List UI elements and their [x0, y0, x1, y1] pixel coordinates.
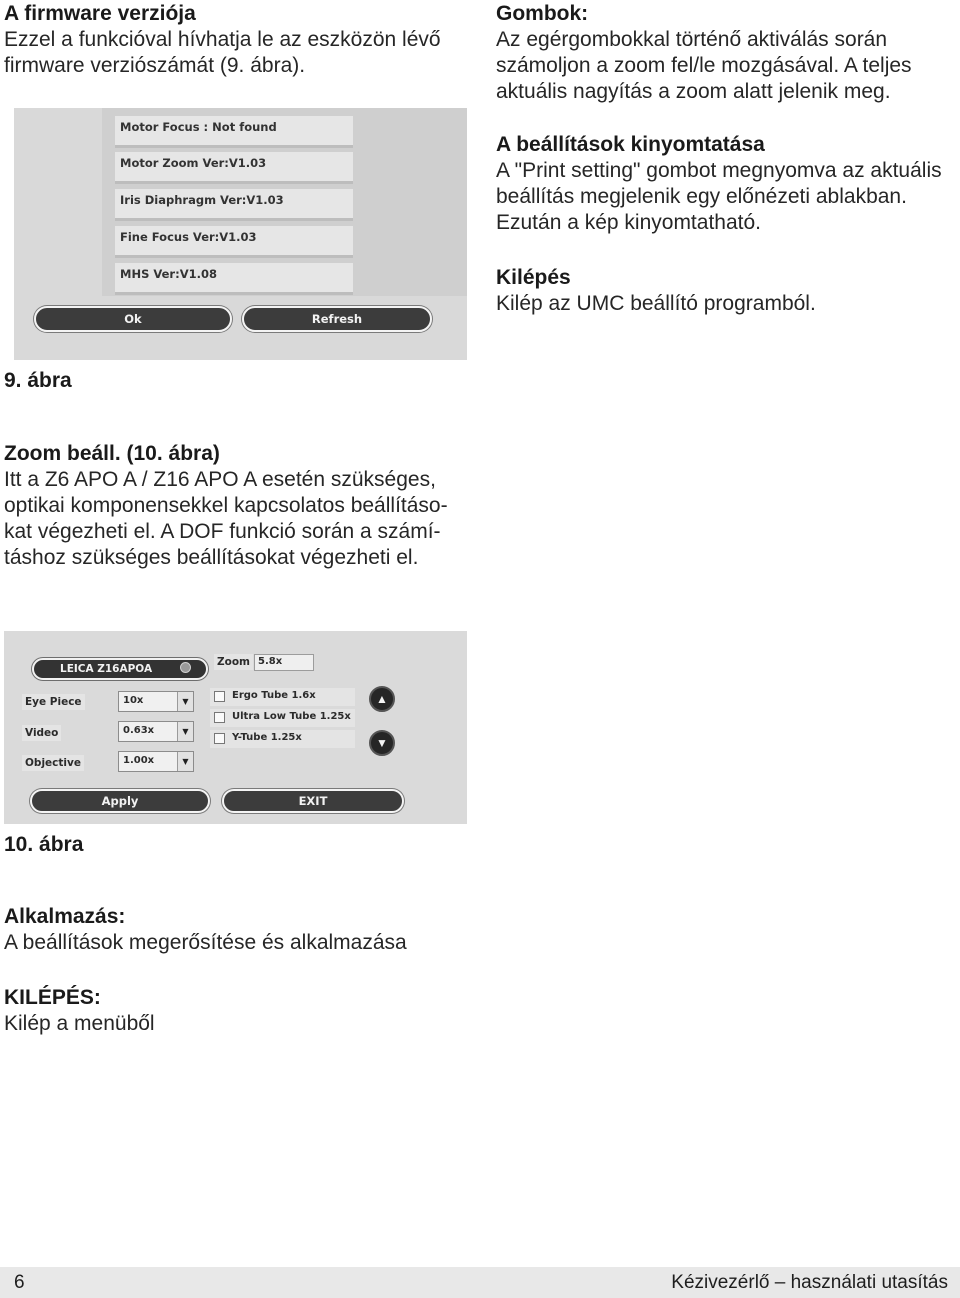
option-label: Y-Tube 1.25x [232, 732, 302, 743]
figure-9-screenshot [14, 108, 467, 360]
figure-9-caption: 9. ábra [4, 369, 72, 392]
figure-10-caption: 10. ábra [4, 833, 84, 856]
page-footer [0, 1267, 960, 1298]
exit-button[interactable]: EXIT [222, 789, 404, 813]
option-y-tube[interactable] [210, 730, 355, 748]
zoom-value: 5.8x [254, 654, 314, 671]
print-heading: A beállítások kinyomtatása [496, 133, 765, 156]
zoom-line-2: optikai komponensekkel kapcsolatos beállításo- [4, 494, 448, 517]
kilepes-line-1: Kilép a menüből [4, 1012, 155, 1035]
objective-label: Objective [22, 755, 84, 771]
figure-10-screenshot [4, 631, 467, 824]
zoom-line-4: táshoz szükséges beállításokat végezheti el. [4, 546, 419, 569]
apply-line-1: A beállítások megerősítése és alkalmazása [4, 931, 407, 954]
objective-select[interactable] [118, 751, 194, 772]
ok-button[interactable]: Ok [34, 306, 232, 332]
triangle-up-icon: ▲ [376, 692, 388, 706]
print-line-3: Ezután a kép kinyomtatható. [496, 211, 761, 234]
document-title: Kézivezérlő – használati utasítás [671, 1272, 948, 1293]
chevron-down-icon[interactable]: ▼ [177, 692, 193, 711]
firmware-heading: A firmware verziója [4, 2, 196, 25]
model-badge: LEICA Z16APOA [32, 658, 208, 680]
option-ergo-tube[interactable] [210, 688, 355, 706]
kilepes-section [4, 985, 155, 1037]
print-line-2: beállítás megjelenik egy előnézeti ablakban. [496, 185, 907, 208]
apply-section [4, 904, 407, 956]
apply-button[interactable]: Apply [30, 789, 210, 813]
firmware-row: Iris Diaphragm Ver:V1.03 [115, 189, 353, 221]
kilepes-heading: KILÉPÉS: [4, 986, 101, 1009]
checkbox[interactable] [214, 691, 225, 702]
firmware-row: Motor Zoom Ver:V1.03 [115, 152, 353, 184]
exit-section [496, 265, 816, 317]
buttons-heading: Gombok: [496, 2, 589, 25]
option-ultra-low-tube[interactable] [210, 709, 355, 727]
option-label: Ergo Tube 1.6x [232, 690, 316, 701]
chevron-down-icon[interactable]: ▼ [177, 752, 193, 771]
print-line-1: A "Print setting" gombot megnyomva az aktuális [496, 159, 942, 182]
triangle-down-icon: ▼ [376, 736, 388, 750]
firmware-line-1: Ezzel a funkcióval hívhatja le az eszközön lévő [4, 28, 441, 51]
buttons-section [496, 1, 912, 105]
eye-piece-value: 10x [123, 695, 144, 706]
zoom-label: Zoom [214, 654, 253, 670]
page-number: 6 [14, 1272, 25, 1293]
checkbox[interactable] [214, 712, 225, 723]
eye-piece-select[interactable] [118, 691, 194, 712]
exit-heading: Kilépés [496, 266, 571, 289]
option-label: Ultra Low Tube 1.25x [232, 711, 351, 722]
buttons-line-1: Az egérgombokkal történő aktiválás során [496, 28, 888, 51]
exit-line-1: Kilép az UMC beállító programból. [496, 292, 816, 315]
video-select[interactable] [118, 721, 194, 742]
buttons-line-3: aktuális nagyítás a zoom alatt jelenik meg. [496, 80, 891, 103]
zoom-down-button[interactable] [369, 730, 395, 756]
status-dot-icon [180, 662, 191, 673]
zoom-line-1: Itt a Z6 APO A / Z16 APO A esetén szükséges, [4, 468, 436, 491]
firmware-section [4, 1, 441, 79]
checkbox[interactable] [214, 733, 225, 744]
zoom-up-button[interactable] [369, 686, 395, 712]
zoom-section [4, 441, 448, 571]
refresh-button[interactable]: Refresh [242, 306, 432, 332]
apply-heading: Alkalmazás: [4, 905, 126, 928]
firmware-row: Fine Focus Ver:V1.03 [115, 226, 353, 258]
video-label: Video [22, 725, 61, 741]
eye-piece-label: Eye Piece [22, 694, 85, 710]
chevron-down-icon[interactable]: ▼ [177, 722, 193, 741]
firmware-row: MHS Ver:V1.08 [115, 263, 353, 295]
video-value: 0.63x [123, 725, 155, 736]
buttons-line-2: számoljon a zoom fel/le mozgásával. A teljes [496, 54, 912, 77]
firmware-line-2: firmware verziószámát (9. ábra). [4, 54, 306, 77]
print-section [496, 132, 942, 236]
zoom-line-3: kat végezheti el. A DOF funkció során a számí- [4, 520, 441, 543]
zoom-heading: Zoom beáll. (10. ábra) [4, 442, 220, 465]
objective-value: 1.00x [123, 755, 155, 766]
firmware-row: Motor Focus : Not found [115, 116, 353, 148]
